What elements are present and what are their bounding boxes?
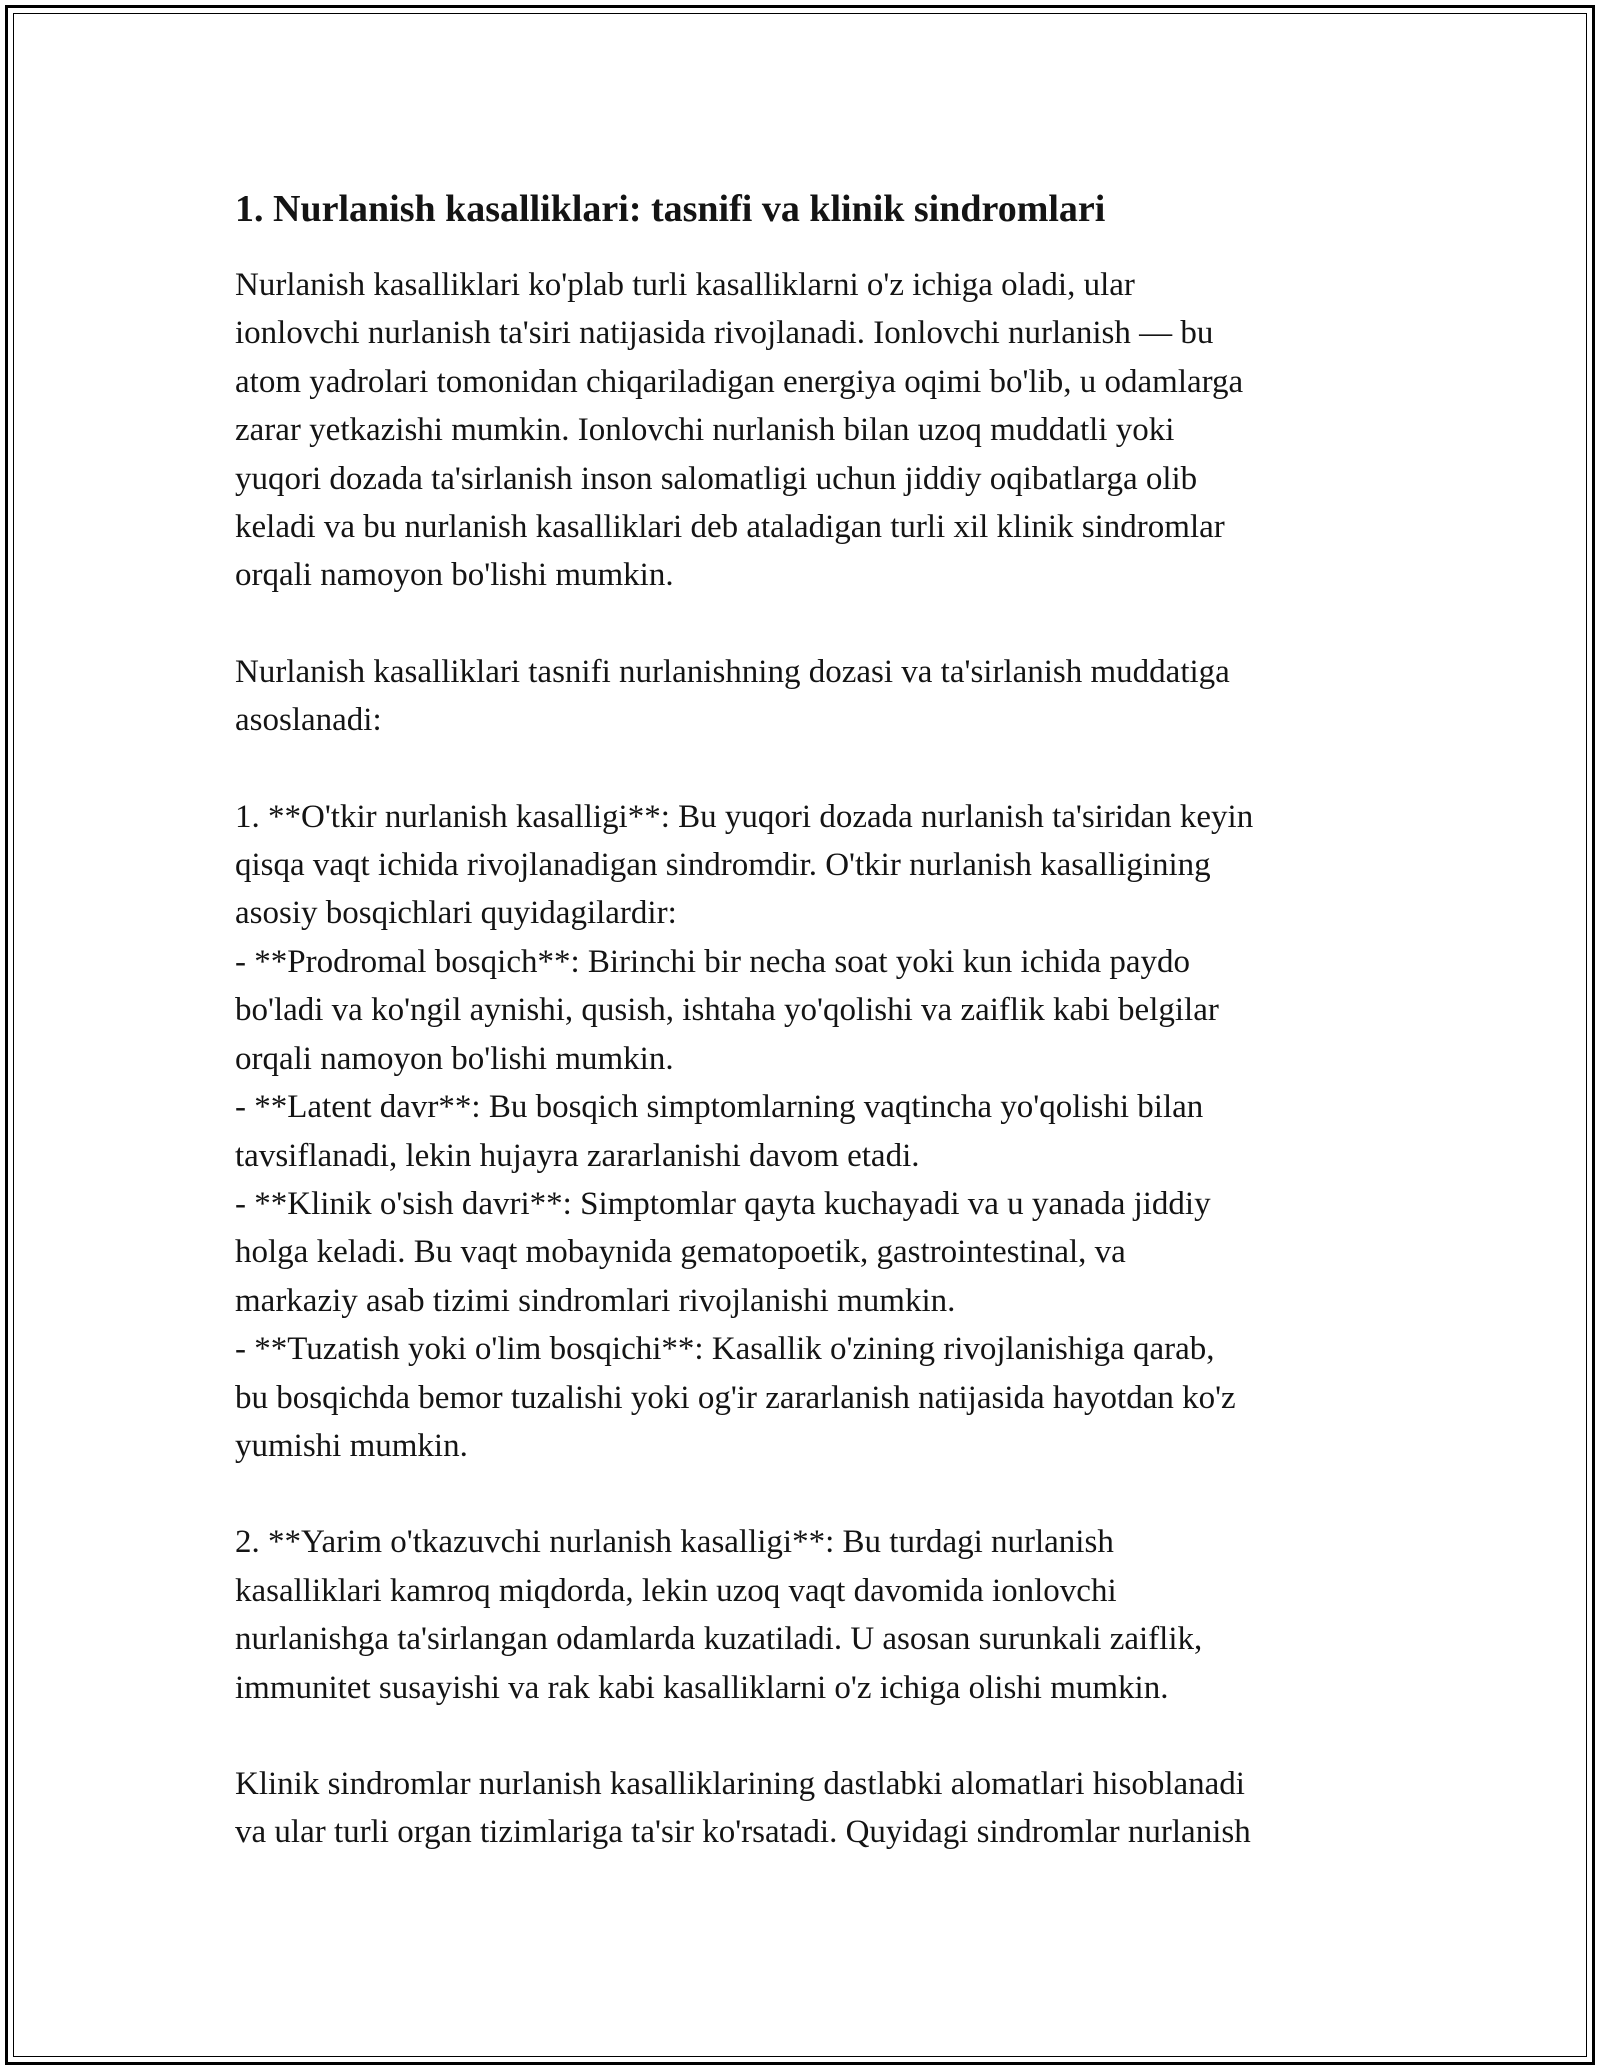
list-item-acute-radiation-sickness: 1. **O'tkir nurlanish kasalligi**: Bu yuqori dozada nurlanish ta'siridan keyin qisqa vaqt ichida rivojlanadigan sindromdir. O'tkir nurlanish kasalligining asosiy bosqichlari quyidagilardir: - **Prodromal bosqich**: Birinchi bir necha soat yoki kun ichida paydo bo'ladi va ko'ngil aynishi, qusish, ishtaha yo'qolishi va zaiflik kabi belgilar orqali namoyon bo'lishi mumkin. - **Latent davr**: Bu bosqich simptomlarning vaqtincha yo'qolishi bilan tavsiflanadi, lekin hujayra zararlanishi davom etadi. - **Klinik o'sish davri**: Simptomlar qayta kuchayadi va u yanada jiddiy holga keladi. Bu vaqt mobaynida gematopoetik, gastrointestinal, va markaziy asab tizimi sindromlari rivojlanishi mumkin. - **Tuzatish yoki o'lim bosqichi**: Kasallik o'zining rivojlanishiga qarab, bu bosqichda bemor tuzalishi yoki og'ir zararlanish natijasida hayotdan ko'z yumishi mumkin. bbox=[235, 798, 1254, 1464]
paragraph-classification: Nurlanish kasalliklari tasnifi nurlanishning dozasi va ta'sirlanish muddatiga asoslanadi: bbox=[235, 653, 1230, 739]
section-heading: 1. Nurlanish kasalliklari: tasnifi va klinik sindromlari bbox=[235, 188, 1106, 230]
paragraph-clinical-syndromes: Klinik sindromlar nurlanish kasalliklarining dastlabki alomatlari hisoblanadi va ular turli organ tizimlariga ta'sir ko'rsatadi. Quyidagi sindromlar nurlanish bbox=[235, 1765, 1251, 1851]
list-item-chronic-radiation-sickness: 2. **Yarim o'tkazuvchi nurlanish kasalligi**: Bu turdagi nurlanish kasalliklari kamroq miqdorda, lekin uzoq vaqt davomida ionlovchi nurlanishga ta'sirlangan odamlarda kuzatiladi. U asosan surunkali zaiflik, immunitet susayishi va rak kabi kasalliklarni o'z ichiga olishi mumkin. bbox=[235, 1524, 1203, 1706]
paragraph-intro: Nurlanish kasalliklari ko'plab turli kasalliklarni o'z ichiga oladi, ular ionlovchi nurlanish ta'siri natijasida rivojlanadi. Ionlovchi nurlanish — bu atom yadrolari tomonidan chiqariladigan energiya oqimi bo'lib, u odamlarga zarar yetkazishi mumkin. Ionlovchi nurlanish bilan uzoq muddatli yoki yuqori dozada ta'sirlanish inson salomatligi uchun jiddiy oqibatlarga olib keladi va bu nurlanish kasalliklari deb ataladigan turli xil klinik sindromlar orqali namoyon bo'lishi mumkin. bbox=[235, 267, 1244, 594]
document-body bbox=[235, 185, 1385, 1857]
